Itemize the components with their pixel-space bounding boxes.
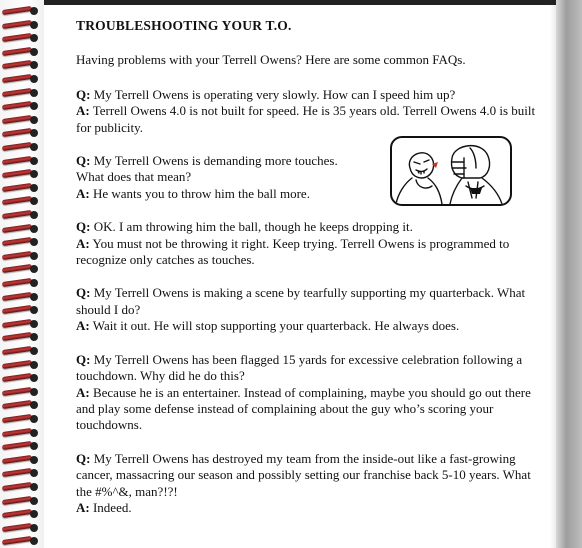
- coil-wire: [2, 74, 32, 83]
- spiral-coil: [2, 88, 38, 98]
- a-label: A:: [76, 318, 90, 334]
- spiral-coil: [2, 183, 38, 193]
- faq-item: [76, 219, 538, 268]
- a-label: A:: [76, 499, 90, 515]
- binding-hole: [30, 116, 38, 124]
- binding-hole: [30, 211, 38, 219]
- binding-hole: [30, 102, 38, 110]
- coil-wire: [2, 128, 32, 137]
- binding-hole: [30, 333, 38, 341]
- spiral-coil: [2, 169, 38, 179]
- binding-hole: [30, 7, 38, 15]
- binding-hole: [30, 347, 38, 355]
- coil-wire: [2, 292, 32, 301]
- coil-wire: [2, 196, 32, 205]
- spiral-coil: [2, 251, 38, 261]
- spiral-coil: [2, 142, 38, 152]
- binding-hole: [30, 197, 38, 205]
- spiral-coil: [2, 482, 38, 492]
- coil-wire: [2, 360, 32, 369]
- coil-wire: [2, 20, 32, 29]
- coil-wire: [2, 468, 32, 477]
- spiral-coil: [2, 264, 38, 274]
- binding-hole: [30, 483, 38, 491]
- q-label: Q:: [76, 285, 91, 301]
- coil-wire: [2, 33, 32, 42]
- spiral-coil: [2, 387, 38, 397]
- spiral-coil: [2, 292, 38, 302]
- faq-item: [76, 87, 538, 136]
- binding-hole: [30, 456, 38, 464]
- spiral-coil: [2, 210, 38, 220]
- coil-wire: [2, 387, 32, 396]
- coil-wire: [2, 278, 32, 287]
- coil-wire: [2, 237, 32, 246]
- coil-wire: [2, 6, 32, 15]
- answer-text: Indeed.: [92, 499, 132, 515]
- spiral-coil: [2, 441, 38, 451]
- answer-text: You must not be throwing it right. Keep trying. Terrell Owens is programmed to recognize only catches as touches.: [76, 235, 510, 268]
- coil-wire: [2, 455, 32, 464]
- binding-hole: [30, 497, 38, 505]
- q-label: Q:: [76, 86, 91, 102]
- binding-hole: [30, 143, 38, 151]
- a-label: A:: [76, 185, 90, 201]
- question-text: OK. I am throwing him the ball, though he keeps dropping it.: [93, 219, 413, 235]
- top-edge: [44, 0, 556, 5]
- intro-text: Having problems with your Terrell Owens? Here are some common FAQs.: [76, 52, 466, 68]
- binding-hole: [30, 510, 38, 518]
- binding-hole: [30, 388, 38, 396]
- coil-wire: [2, 441, 32, 450]
- faq-item: [76, 352, 538, 434]
- binding-hole: [30, 293, 38, 301]
- spiral-coil: [2, 6, 38, 16]
- spiral-binding: [0, 0, 44, 548]
- a-label: A:: [76, 103, 90, 119]
- question-text: My Terrell Owens is making a scene by tearfully supporting my quarterback. What should I do?: [76, 285, 526, 317]
- q-label: Q:: [76, 351, 91, 367]
- players-drawing: [392, 138, 510, 204]
- spiral-coil: [2, 101, 38, 111]
- binding-hole: [30, 401, 38, 409]
- spiral-coil: [2, 346, 38, 356]
- coil-wire: [2, 142, 32, 151]
- binding-hole: [30, 61, 38, 69]
- spiral-coil: [2, 115, 38, 125]
- answer-text: He wants you to throw him the ball more.: [92, 185, 310, 201]
- spiral-coil: [2, 496, 38, 506]
- coil-wire: [2, 400, 32, 409]
- a-label: A:: [76, 384, 90, 400]
- coil-wire: [2, 332, 32, 341]
- question-text: My Terrell Owens is operating very slowly. How can I speed him up?: [93, 86, 456, 102]
- coil-wire: [2, 509, 32, 518]
- spiral-coil: [2, 360, 38, 370]
- spiral-coil: [2, 373, 38, 383]
- spiral-coil: [2, 20, 38, 30]
- binding-hole: [30, 21, 38, 29]
- binding-hole: [30, 75, 38, 83]
- binding-hole: [30, 89, 38, 97]
- coil-wire: [2, 346, 32, 355]
- spiral-coil: [2, 237, 38, 247]
- binding-hole: [30, 184, 38, 192]
- question-text: My Terrell Owens is demanding more touches. What does that mean?: [76, 153, 338, 185]
- binding-hole: [30, 170, 38, 178]
- coil-wire: [2, 251, 32, 260]
- coil-wire: [2, 428, 32, 437]
- binding-hole: [30, 429, 38, 437]
- coil-wire: [2, 319, 32, 328]
- binding-hole: [30, 415, 38, 423]
- binding-hole: [30, 361, 38, 369]
- coil-wire: [2, 88, 32, 97]
- football-players-illustration: [390, 136, 512, 206]
- coil-wire: [2, 536, 32, 545]
- spiral-coil: [2, 428, 38, 438]
- binding-hole: [30, 306, 38, 314]
- spiral-coil: [2, 400, 38, 410]
- coil-wire: [2, 210, 32, 219]
- spiral-coil: [2, 332, 38, 342]
- coil-wire: [2, 156, 32, 165]
- spiral-coil: [2, 414, 38, 424]
- binding-hole: [30, 129, 38, 137]
- spiral-coil: [2, 468, 38, 478]
- binding-hole: [30, 320, 38, 328]
- q-label: Q:: [76, 153, 91, 169]
- spiral-coil: [2, 523, 38, 533]
- faq-item: [76, 451, 538, 517]
- a-label: A:: [76, 235, 90, 251]
- binding-hole: [30, 252, 38, 260]
- coil-wire: [2, 496, 32, 505]
- coil-wire: [2, 101, 32, 110]
- paper-stack-edge: [556, 0, 582, 548]
- coil-wire: [2, 47, 32, 56]
- binding-hole: [30, 157, 38, 165]
- spiral-coil: [2, 128, 38, 138]
- spiral-coil: [2, 74, 38, 84]
- spiral-coil: [2, 455, 38, 465]
- binding-hole: [30, 524, 38, 532]
- binding-hole: [30, 442, 38, 450]
- question-text: My Terrell Owens has destroyed my team from the inside-out like a fast-growing cancer, massacring our season and possibly setting our franchise back 5-10 years. What the #%^&, man?!?!: [76, 450, 531, 499]
- coil-wire: [2, 414, 32, 423]
- document-title: TROUBLESHOOTING YOUR T.O.: [76, 18, 292, 33]
- answer-text: Terrell Owens 4.0 is not built for speed. He is 35 years old. Terrell Owens 4.0 is built for publicity.: [76, 103, 536, 135]
- spiral-coil: [2, 156, 38, 166]
- coil-wire: [2, 169, 32, 178]
- question-text: My Terrell Owens has been flagged 15 yards for excessive celebration following a touchdown. Why did he do this?: [76, 351, 523, 384]
- spiral-coil: [2, 509, 38, 519]
- coil-wire: [2, 115, 32, 124]
- binding-hole: [30, 537, 38, 545]
- spiral-coil: [2, 47, 38, 57]
- coil-wire: [2, 523, 32, 532]
- spiral-coil: [2, 305, 38, 315]
- coil-wire: [2, 482, 32, 491]
- binding-hole: [30, 48, 38, 56]
- binding-hole: [30, 265, 38, 273]
- binding-hole: [30, 279, 38, 287]
- answer-text: Because he is an entertainer. Instead of complaining, maybe you should go out there and play some defense instead of complaining about the guy who’s scoring your touchdowns.: [76, 384, 531, 433]
- spiral-coil: [2, 319, 38, 329]
- document-body: [76, 18, 538, 533]
- spiral-coil: [2, 224, 38, 234]
- coil-wire: [2, 60, 32, 69]
- spiral-coil: [2, 278, 38, 288]
- spiral-coil: [2, 536, 38, 546]
- coil-wire: [2, 183, 32, 192]
- spiral-coil: [2, 33, 38, 43]
- binding-hole: [30, 469, 38, 477]
- binding-hole: [30, 225, 38, 233]
- coil-wire: [2, 264, 32, 273]
- answer-text: Wait it out. He will stop supporting your quarterback. He always does.: [92, 318, 460, 334]
- coil-wire: [2, 305, 32, 314]
- faq-item: [76, 285, 538, 334]
- q-label: Q:: [76, 450, 91, 466]
- binding-hole: [30, 238, 38, 246]
- q-label: Q:: [76, 219, 91, 235]
- binding-hole: [30, 34, 38, 42]
- binding-hole: [30, 374, 38, 382]
- coil-wire: [2, 373, 32, 382]
- coil-wire: [2, 224, 32, 233]
- spiral-coil: [2, 196, 38, 206]
- spiral-coil: [2, 60, 38, 70]
